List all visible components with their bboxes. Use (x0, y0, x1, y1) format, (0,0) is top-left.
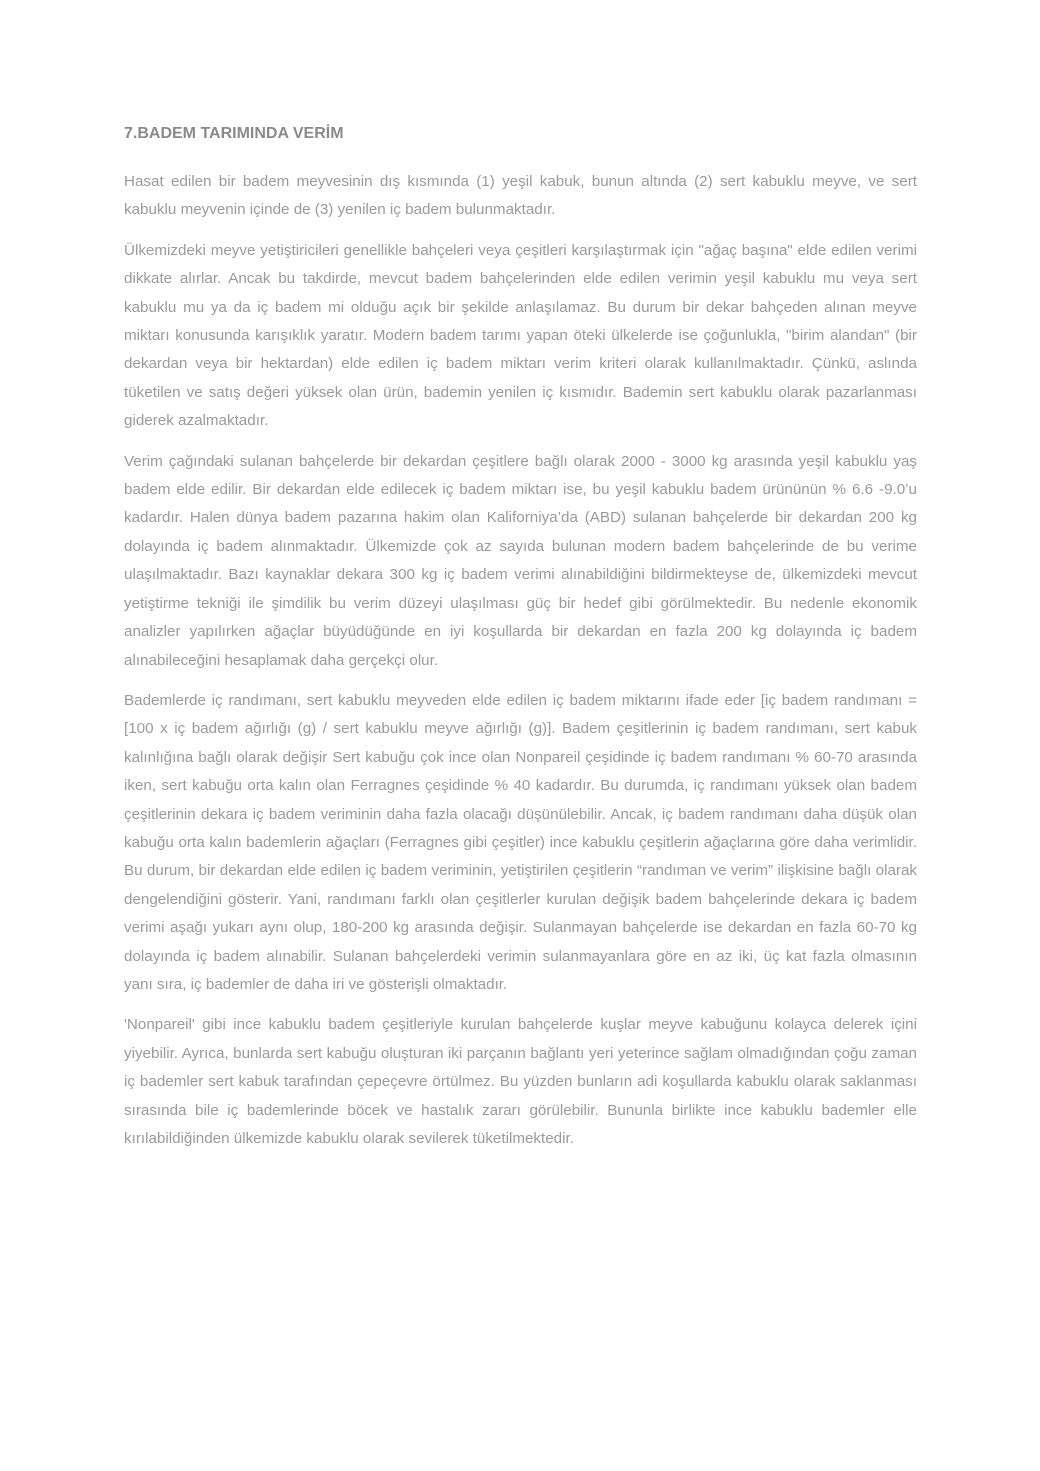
paragraph-kernel-ratio: Bademlerde iç randımanı, sert kabuklu meyveden elde edilen iç badem miktarını ifade eder [iç badem randımanı = [100 x iç badem ağırlığı (g) / sert kabuklu meyve ağırlığı (g)]. Badem çeşitlerinin iç badem randımanı, sert kabuk kalınlığına bağlı olarak değişir Sert kabuğu çok ince olan Nonpareil çeşidinde iç badem randımanı % 60-70 arasında iken, sert kabuğu orta kalın olan Ferragnes çeşidinde % 40 kadardır. Bu durumda, iç randımanı yüksek olan badem çeşitlerinin dekara iç badem veriminin daha fazla olacağı düşünülebilir. Ancak, iç badem randımanı daha düşük olan kabuğu orta kalın bademlerin ağaçları (Ferragnes gibi çeşitler) ince kabuklu çeşitlerin ağaçlarına göre daha verimlidir. Bu durum, bir dekardan elde edilen iç badem veriminin, yetiştirilen çeşitlerin “randıman ve verim” ilişkisine bağlı olarak dengelendiğini gösterir. Yani, randımanı farklı olan çeşitlerler kurulan değişik badem bahçelerinde dekara iç badem verimi aşağı yukarı aynı olup, 180-200 kg arasında değişir. Sulanmayan bahçelerde ise dekardan en fazla 60-70 kg dolayında iç badem alınabilir. Sulanan bahçelerdeki verimin sulanmayanlara göre en az iki, üç kat fazla olmasının yanı sıra, iç bademler de daha iri ve gösterişli olmaktadır. (124, 691, 917, 993)
paragraph-fruit-parts: Hasat edilen bir badem meyvesinin dış kısmında (1) yeşil kabuk, bunun altında (2) sert kabuklu meyve, ve sert kabuklu meyvenin içinde de (3) yenilen iç badem bulunmaktadır. (124, 173, 917, 219)
document-page (124, 122, 917, 1165)
section-heading: 7.BADEM TARIMINDA VERİM (124, 125, 344, 142)
paragraph-thin-shell-varieties: 'Nonpareil' gibi ince kabuklu badem çeşitleriyle kurulan bahçelerde kuşlar meyve kabuğunu kolayca delerek içini yiyebilir. Ayrıca, bunlarda sert kabuğu oluşturan iki parçanın bağlantı yeri yeterince sağlam olmadığından çoğu zaman iç bademler sert kabuk tarafından çepeçevre örtülmez. Bu yüzden bunların adi koşullarda kabuklu olarak saklanması sırasında bile iç bademlerinde böcek ve hastalık zararı görülebilir. Bununla birlikte ince kabuklu bademler elle kırılabildiğinden ülkemizde kabuklu olarak sevilerek tüketilmektedir. (124, 1016, 917, 1147)
paragraph-yield-per-decare: Verim çağındaki sulanan bahçelerde bir dekardan çeşitlere bağlı olarak 2000 - 3000 kg arasında yeşil kabuklu yaş badem elde edilir. Bir dekardan elde edilecek iç badem miktarı ise, bu yeşil kabuklu badem ürününün % 6.6 -9.0’u kadardır. Halen dünya badem pazarına hakim olan Kaliforniya’da (ABD) sulanan bahçelerde bir dekardan 200 kg dolayında iç badem alınmaktadır. Ülkemizde çok az sayıda bulunan modern badem bahçelerinde de bu verime ulaşılmaktadır. Bazı kaynaklar dekara 300 kg iç badem verimi alınabildiğini bildirmekteyse de, ülkemizdeki mevcut yetiştirme tekniği ile şimdilik bu verim düzeyi ulaşılması güç bir hedef gibi görülmektedir. Bu nedenle ekonomik analizler yapılırken ağaçlar büyüdüğünde en iyi koşullarda bir dekardan en fazla 200 kg dolayında iç badem alınabileceğini hesaplamak daha gerçekçi olur. (124, 452, 917, 669)
paragraph-yield-measurement: Ülkemizdeki meyve yetiştiricileri genellikle bahçeleri veya çeşitleri karşılaştırmak için "ağaç başına" elde edilen verimi dikkate alırlar. Ancak bu takdirde, mevcut badem bahçelerinden elde edilen verimin yeşil kabuklu mu veya sert kabuklu mu ya da iç badem mi olduğu açık bir şekilde anlaşılamaz. Bu durum bir dekar bahçeden alınan meyve miktarı konusunda karışıklık yaratır. Modern badem tarımı yapan öteki ülkelerde ise çoğunlukla, "birim alandan" (bir dekardan veya bir hektardan) elde edilen iç badem miktarı verim kriteri olarak kullanılmaktadır. Çünkü, aslında tüketilen ve satış değeri yüksek olan ürün, bademin yenilen iç kısmıdır. Bademin sert kabuklu olarak pazarlanması giderek azalmaktadır. (124, 241, 917, 430)
